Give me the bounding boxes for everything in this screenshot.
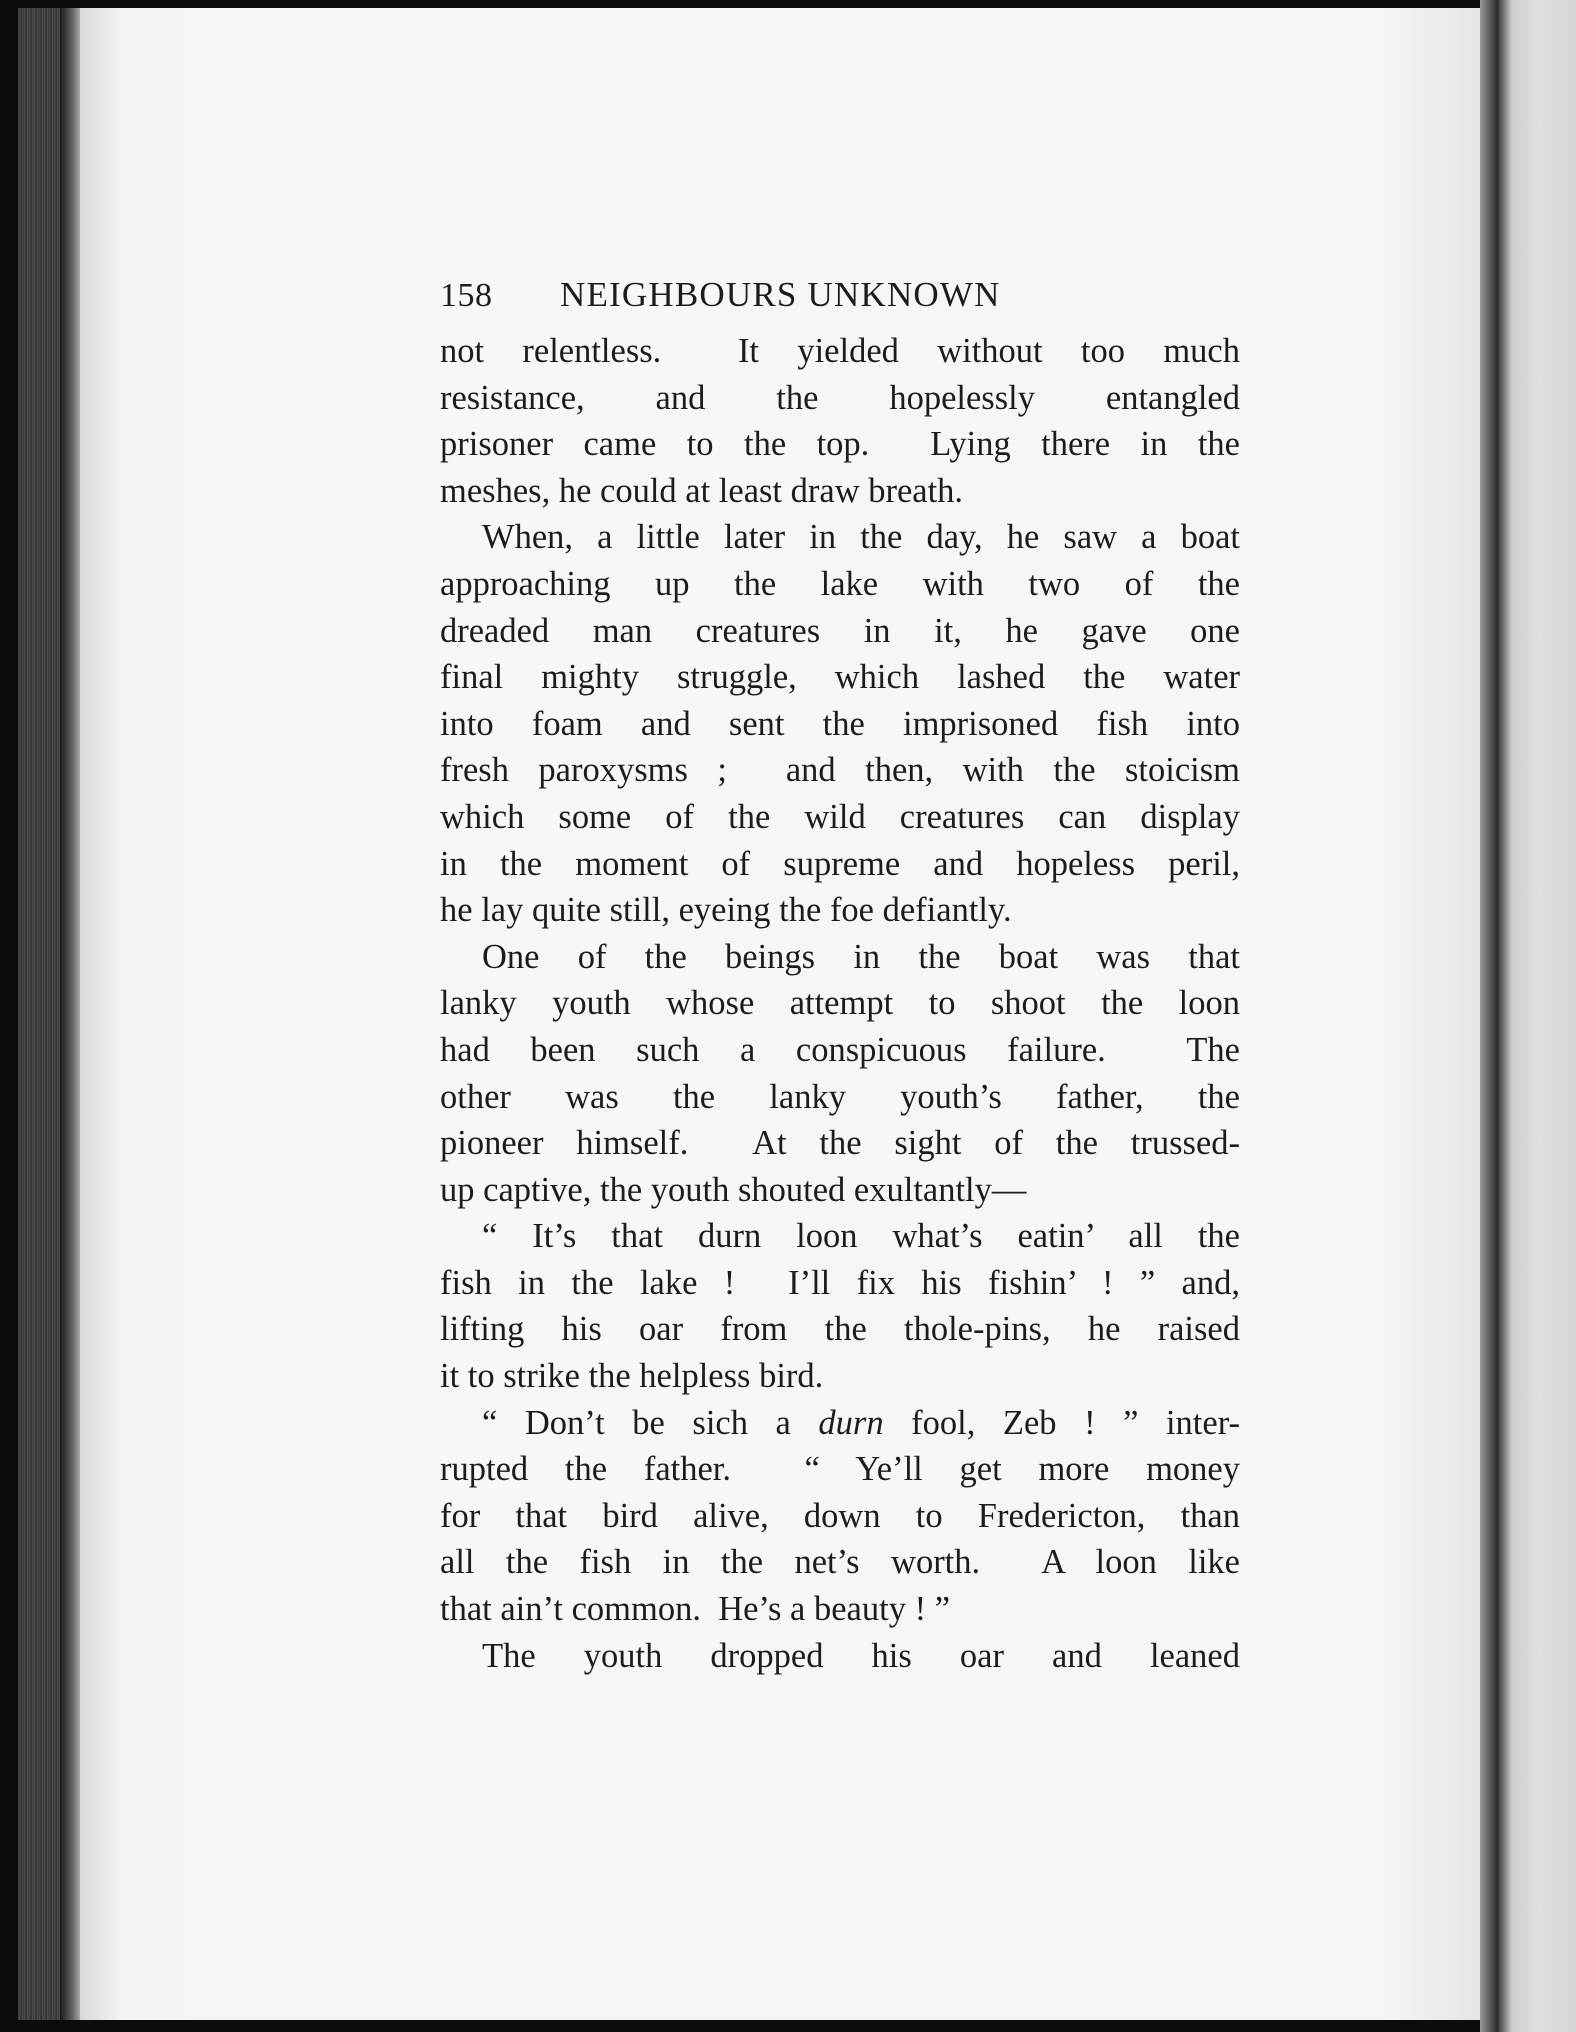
line-text: in the moment of supreme and hopeless peril, — [440, 844, 1240, 883]
text-line — [440, 1586, 1240, 1633]
line-text: had been such a conspicuous failure. The — [440, 1030, 1240, 1069]
line-text: he lay quite still, eyeing the foe defiantly. — [440, 891, 1012, 930]
text-line — [440, 841, 1240, 888]
line-text: up captive, the youth shouted exultantly— — [440, 1170, 1027, 1209]
text-line — [440, 1260, 1240, 1307]
line-text: When, a little later in the day, he saw a boat — [482, 518, 1240, 557]
line-text: lifting his oar from the thole-pins, he raised — [440, 1310, 1240, 1349]
text-line — [440, 1074, 1240, 1121]
text-line — [440, 1493, 1240, 1540]
line-text: “ Don’t be sich a — [482, 1403, 819, 1442]
line-text: meshes, he could at least draw breath. — [440, 471, 964, 510]
line-text: into foam and sent the imprisoned fish into — [440, 704, 1240, 743]
text-line — [440, 468, 1240, 515]
text-line — [440, 1120, 1240, 1167]
italic-word: durn — [818, 1403, 884, 1442]
text-line — [440, 1353, 1240, 1400]
text-line — [440, 514, 1240, 561]
line-text: for that bird alive, down to Fredericton, than — [440, 1496, 1240, 1535]
text-line — [440, 1400, 1240, 1447]
line-text: approaching up the lake with two of the — [440, 564, 1240, 603]
binding-shadow — [60, 8, 82, 2020]
line-text: other was the lanky youth’s father, the — [440, 1077, 1240, 1116]
line-text: it to strike the helpless bird. — [440, 1357, 824, 1396]
text-line — [440, 1306, 1240, 1353]
text-line — [440, 1167, 1240, 1214]
text-line — [440, 980, 1240, 1027]
text-line — [440, 1446, 1240, 1493]
line-text: One of the beings in the boat was that — [482, 937, 1240, 976]
line-text: which some of the wild creatures can display — [440, 797, 1240, 836]
text-line — [440, 794, 1240, 841]
text-line — [440, 654, 1240, 701]
text-line — [440, 375, 1240, 422]
line-text: final mighty struggle, which lashed the water — [440, 658, 1240, 697]
line-text: The youth dropped his oar and leaned — [482, 1636, 1240, 1675]
text-line — [440, 701, 1240, 748]
line-text-continued: fool, Zeb ! ” inter- — [883, 1403, 1240, 1442]
running-head — [440, 272, 1240, 328]
line-text: pioneer himself. At the sight of the trussed- — [440, 1124, 1240, 1163]
text-line — [440, 328, 1240, 375]
line-text: fresh paroxysms ; and then, with the stoicism — [440, 751, 1240, 790]
right-gutter-shadow — [1480, 0, 1498, 2032]
line-text: dreaded man creatures in it, he gave one — [440, 611, 1240, 650]
line-text: fish in the lake ! I’ll fix his fishin’ ! ” and, — [440, 1263, 1240, 1302]
line-text: all the fish in the net’s worth. A loon like — [440, 1543, 1240, 1582]
line-text: not relentless. It yielded without too much — [440, 332, 1240, 370]
text-line — [440, 561, 1240, 608]
text-line — [440, 1027, 1240, 1074]
line-text: resistance, and the hopelessly entangled — [440, 378, 1240, 417]
text-line — [440, 887, 1240, 934]
text-line — [440, 934, 1240, 981]
line-text: rupted the father. “ Ye’ll get more money — [440, 1450, 1240, 1489]
text-line — [440, 1633, 1240, 1680]
line-text: lanky youth whose attempt to shoot the loon — [440, 984, 1240, 1023]
text-line — [440, 1213, 1240, 1260]
next-leaf-edge — [1498, 0, 1576, 2032]
body-text — [440, 328, 1240, 1679]
text-line — [440, 747, 1240, 794]
text-line — [440, 1539, 1240, 1586]
line-text: that ain’t common. He’s a beauty ! ” — [440, 1590, 951, 1629]
page-text — [440, 272, 1240, 1679]
text-line — [440, 421, 1240, 468]
line-text: “ It’s that durn loon what’s eatin’ all the — [482, 1217, 1240, 1256]
running-title: NEIGHBOURS UNKNOWN — [560, 275, 1001, 314]
text-line — [440, 608, 1240, 655]
line-text: prisoner came to the top. Lying there in the — [440, 425, 1240, 464]
page-number: 158 — [440, 277, 493, 314]
